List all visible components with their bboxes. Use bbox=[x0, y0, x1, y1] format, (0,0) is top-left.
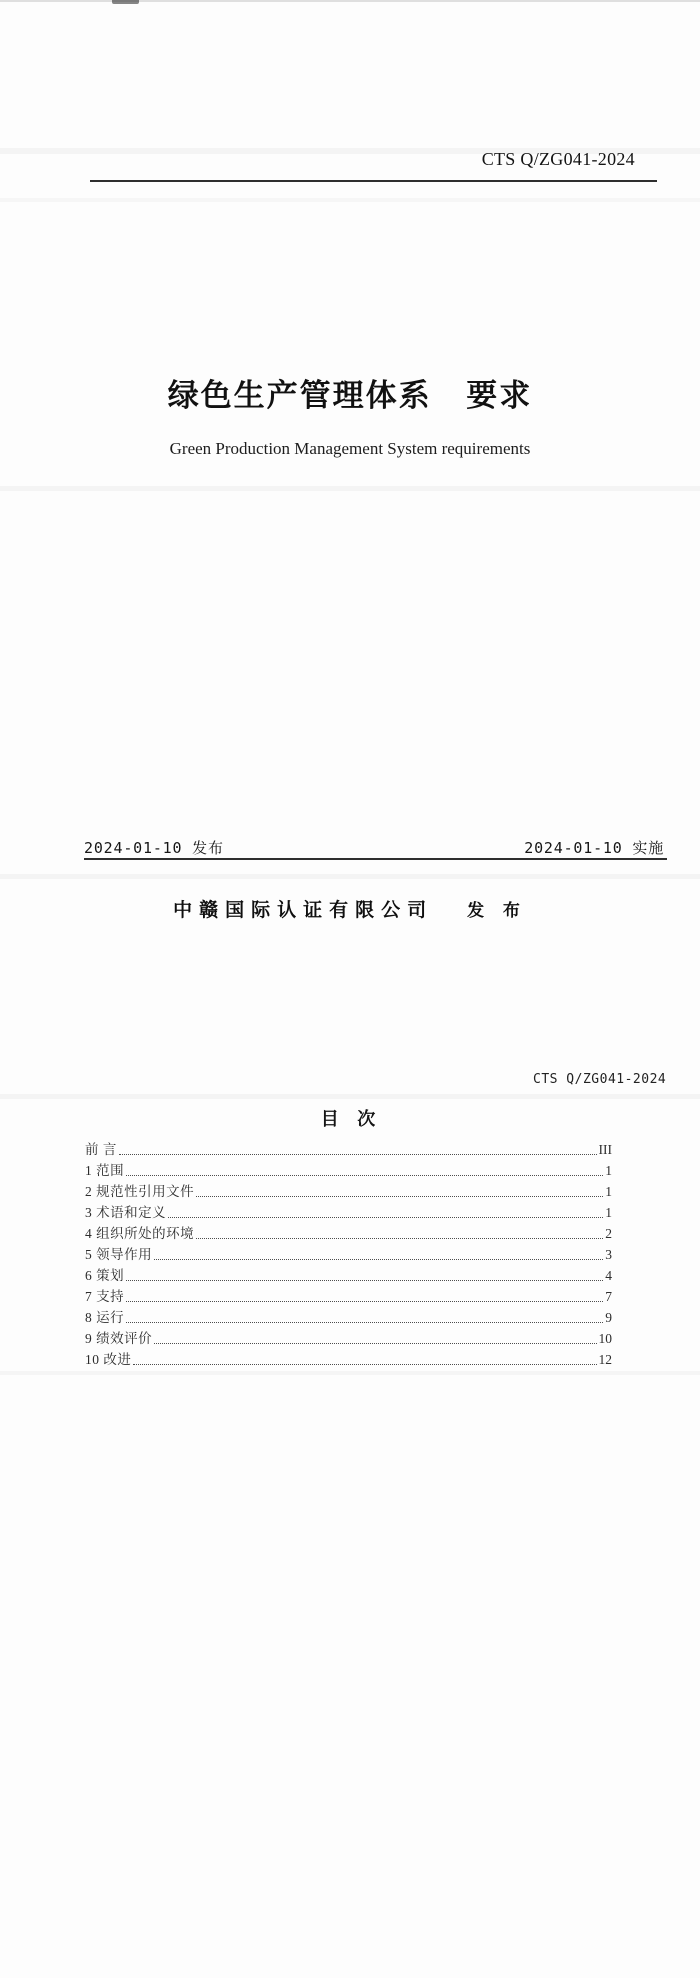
scan-streak bbox=[0, 198, 700, 202]
toc-entry-leadership bbox=[85, 1244, 612, 1265]
toc-entry-page: 1 bbox=[605, 1163, 612, 1178]
toc-entry-label: 9 绩效评价 bbox=[85, 1331, 153, 1346]
toc-standard-code: CTS Q/ZG041-2024 bbox=[533, 1072, 667, 1087]
cover-standard-code: CTS Q/ZG041-2024 bbox=[481, 149, 635, 169]
toc-entry-page: III bbox=[598, 1142, 612, 1157]
implement-date: 2024-01-10 实施 bbox=[524, 839, 664, 857]
toc-dot-leader bbox=[154, 1259, 603, 1260]
toc-entry-label: 4 组织所处的环境 bbox=[85, 1226, 195, 1241]
toc-entry-label: 3 术语和定义 bbox=[85, 1205, 167, 1220]
toc-dot-leader bbox=[168, 1217, 603, 1218]
toc-title: 目 次 bbox=[320, 1109, 380, 1129]
scan-streak bbox=[0, 486, 700, 491]
toc-dot-leader bbox=[154, 1343, 596, 1344]
toc-entry-label: 8 运行 bbox=[85, 1310, 125, 1325]
publisher-row bbox=[0, 895, 700, 922]
toc-entry-label: 10 改进 bbox=[85, 1352, 132, 1367]
cover-dates-row bbox=[84, 837, 664, 858]
document-title-zh: 绿色生产管理体系 要求 bbox=[167, 378, 533, 413]
toc-entry-page: 2 bbox=[605, 1226, 612, 1241]
toc-entry-normative-references bbox=[85, 1181, 612, 1202]
publish-action-label: 发 布 bbox=[467, 901, 527, 920]
publisher-name: 中赣国际认证有限公司 bbox=[173, 900, 434, 921]
toc-dot-leader bbox=[126, 1175, 603, 1176]
toc-entry-performance-evaluation bbox=[85, 1328, 612, 1349]
toc-dot-leader bbox=[126, 1322, 603, 1323]
toc-entry-scope bbox=[85, 1160, 612, 1181]
toc-dot-leader bbox=[196, 1196, 603, 1197]
toc-entry-context bbox=[85, 1223, 612, 1244]
toc-entry-label: 2 规范性引用文件 bbox=[85, 1184, 195, 1199]
toc-entry-page: 4 bbox=[605, 1268, 612, 1283]
toc-dot-leader bbox=[126, 1301, 603, 1302]
toc-entry-terms-definitions bbox=[85, 1202, 612, 1223]
toc-entry-page: 1 bbox=[605, 1184, 612, 1199]
toc-entry-label: 7 支持 bbox=[85, 1289, 125, 1304]
issue-date: 2024-01-10 发布 bbox=[84, 839, 224, 857]
toc-dot-leader bbox=[126, 1280, 603, 1281]
scan-streak bbox=[0, 1371, 700, 1375]
document-title-en: Green Production Management System requirements bbox=[169, 439, 531, 458]
toc-dot-leader bbox=[196, 1238, 603, 1239]
toc-entry-label: 1 范围 bbox=[85, 1163, 125, 1178]
toc-entry-label: 5 领导作用 bbox=[85, 1247, 153, 1262]
toc-entry-page: 7 bbox=[605, 1289, 612, 1304]
toc-entry-label: 6 策划 bbox=[85, 1268, 125, 1283]
scan-streak bbox=[0, 874, 700, 879]
toc-entry-foreword bbox=[85, 1139, 612, 1160]
toc-entry-page: 9 bbox=[605, 1310, 612, 1325]
toc-entry-improvement bbox=[85, 1349, 612, 1370]
scan-streak bbox=[0, 1094, 700, 1099]
toc-entry-operation bbox=[85, 1307, 612, 1328]
toc-entry-page: 1 bbox=[605, 1205, 612, 1220]
toc-entry-label: 前 言 bbox=[85, 1142, 117, 1157]
toc-dot-leader bbox=[133, 1364, 596, 1365]
cover-dates-rule bbox=[84, 858, 667, 860]
toc-entry-page: 12 bbox=[598, 1352, 612, 1367]
scan-streak-top bbox=[0, 0, 700, 2]
table-of-contents bbox=[85, 1139, 612, 1370]
scan-ink-mark bbox=[112, 0, 139, 4]
cover-header-rule bbox=[90, 180, 657, 182]
toc-dot-leader bbox=[119, 1154, 597, 1155]
toc-entry-page: 10 bbox=[598, 1331, 612, 1346]
toc-entry-page: 3 bbox=[605, 1247, 612, 1262]
toc-entry-planning bbox=[85, 1265, 612, 1286]
toc-entry-support bbox=[85, 1286, 612, 1307]
